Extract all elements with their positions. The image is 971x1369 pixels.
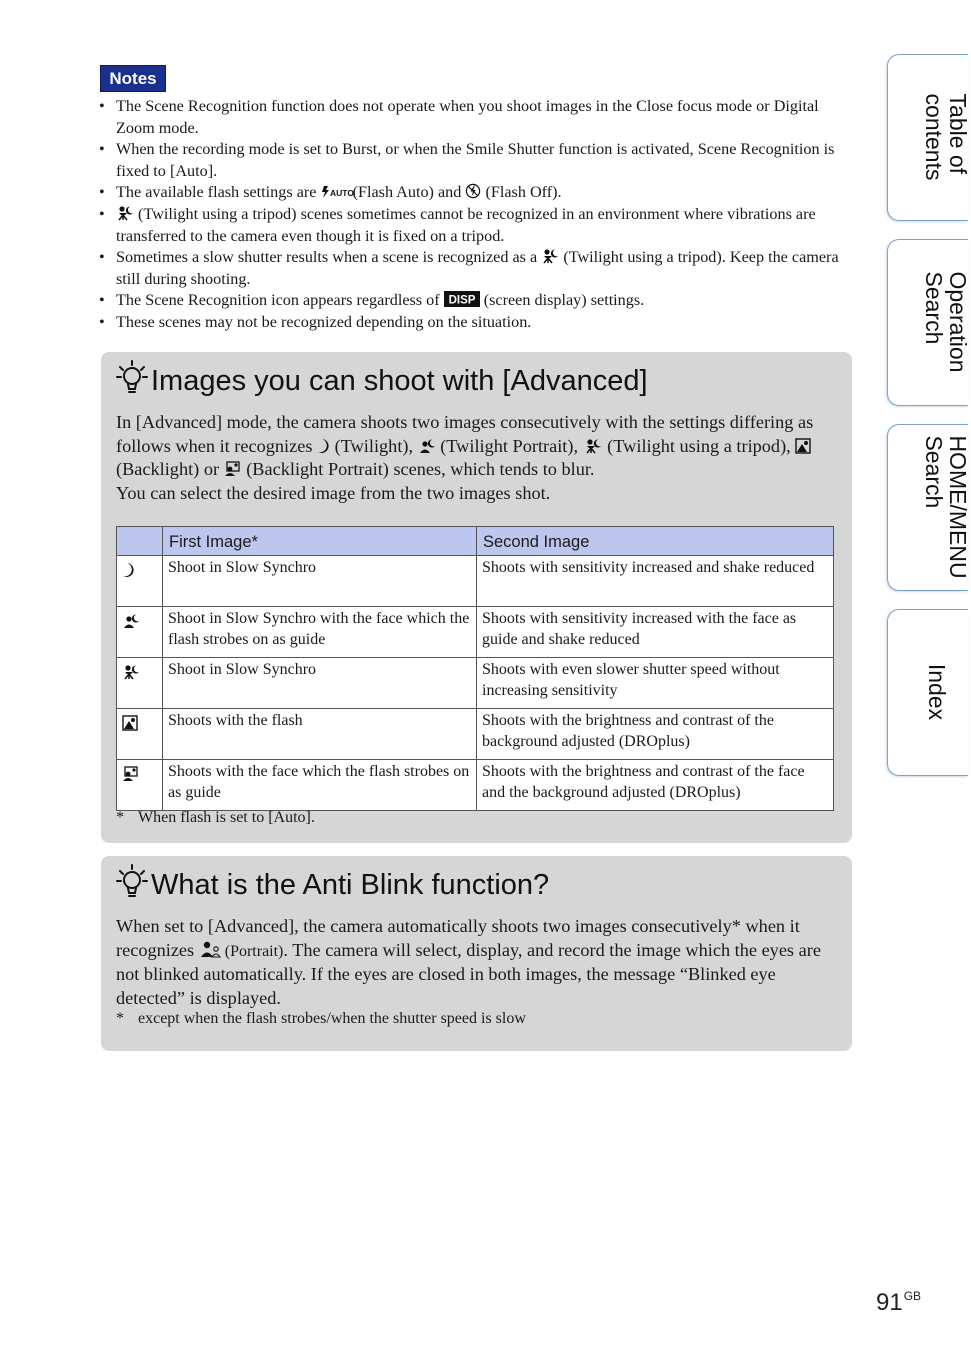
anti-blink-panel <box>101 856 852 1051</box>
table-row <box>117 760 834 811</box>
table-header-icon <box>117 527 163 556</box>
table-cell: Shoot in Slow Synchro <box>163 556 477 607</box>
section-title: What is the Anti Blink function? <box>115 862 549 902</box>
anti-blink-description: When set to [Advanced], the camera automatically shoots two images consecutively* when it recognizes (Portrait). The camera will select, display, and record the image which the eyes are not blinked automatically. If the eyes are closed in both images, the message “Blinked eye detected” is displayed. <box>116 916 821 1008</box>
table-row <box>117 607 834 658</box>
twilight-portrait-icon <box>122 613 140 629</box>
table-cell: Shoots with sensitivity increased with the face as guide and shake reduced <box>477 607 834 658</box>
backlight-portrait-icon <box>224 461 242 477</box>
table-cell: Shoots with the brightness and contrast of the background adjusted (DROplus) <box>477 709 834 760</box>
twilight-icon <box>317 438 330 454</box>
table-cell: Shoots with the flash <box>163 709 477 760</box>
page-number: $91^{GB}$ <box>876 1289 922 1316</box>
disp-icon <box>444 291 480 307</box>
tab-operation-search[interactable]: Operation Search <box>887 239 968 406</box>
twilight-tripod-icon <box>541 248 559 264</box>
svg-text:DISP: DISP <box>448 294 476 307</box>
table-row <box>117 709 834 760</box>
twilight-tripod-icon <box>116 205 134 221</box>
table-cell: Shoots with even slower shutter speed without increasing sensitivity <box>477 658 834 709</box>
list-item: • The available flash settings are AUTO (Flash Auto) and (Flash Off). <box>99 183 562 202</box>
table-cell: Shoot in Slow Synchro <box>163 658 477 709</box>
twilight-tripod-icon <box>122 664 140 680</box>
table-row <box>117 658 834 709</box>
table-header-second: Second Image <box>477 527 834 556</box>
backlight-icon <box>795 438 811 454</box>
list-item: • These scenes may not be recognized depending on the situation. <box>99 312 532 331</box>
list-item: • The Scene Recognition function does not operate when you shoot images in the Close focus mode or Digital Zoom mode. <box>99 97 819 137</box>
anti-blink-footnote: * except when the flash strobes/when the shutter speed is slow <box>116 1010 526 1027</box>
advanced-panel <box>101 352 852 843</box>
table-footnote: * When flash is set to [Auto]. <box>116 809 315 826</box>
table-cell: Shoots with the face which the flash strobes on as guide <box>163 760 477 811</box>
list-item: • Sometimes a slow shutter results when a scene is recognized as a (Twilight using a tripod). Keep the camera still during shooting. <box>99 248 839 288</box>
advanced-description: In [Advanced] mode, the camera shoots two images consecutively with the settings differing as follows when it recognizes (Twilight), (Twilight Portrait), (Twilight using a tripod), (Backlight) or (Backlight Portrait) scenes, which tends to blur. You can select the desired image from the two images shot. <box>116 412 814 503</box>
table-cell: Shoots with sensitivity increased and shake reduced <box>477 556 834 607</box>
table-cell: Shoot in Slow Synchro with the face which the flash strobes on as guide <box>163 607 477 658</box>
svg-text:AUTO: AUTO <box>329 188 354 199</box>
table-header-first: First Image* <box>163 527 477 556</box>
hint-lightbulb-icon <box>115 862 149 900</box>
list-item: • The Scene Recognition icon appears regardless of DISP (screen display) settings. <box>99 291 645 310</box>
section-title: Images you can shoot with [Advanced] <box>115 358 648 398</box>
tab-table-of-contents[interactable]: Table of contents <box>887 54 968 221</box>
notes-list <box>98 96 854 334</box>
table-cell: Shoots with the brightness and contrast of the face and the background adjusted (DROplus) <box>477 760 834 811</box>
comparison-table <box>116 526 834 811</box>
hint-lightbulb-icon <box>115 358 149 396</box>
backlight-portrait-icon <box>122 766 140 782</box>
flash-auto-icon <box>321 185 354 199</box>
list-item: • (Twilight using a tripod) scenes sometimes cannot be recognized in an environment where vibrations are transferred to the camera even though it is fixed on a tripod. <box>99 204 816 245</box>
flash-off-icon <box>465 183 481 199</box>
twilight-icon <box>122 562 135 578</box>
tab-index[interactable]: Index <box>887 609 968 776</box>
portrait-icon <box>199 940 221 958</box>
twilight-portrait-icon <box>418 438 436 454</box>
notes-badge: Notes <box>100 65 166 92</box>
backlight-icon <box>122 715 138 731</box>
tab-home-menu-search[interactable]: HOME/MENU Search <box>887 424 968 591</box>
table-row <box>117 556 834 607</box>
list-item: • When the recording mode is set to Burst, or when the Smile Shutter function is activated, Scene Recognition is fixed to [Auto]. <box>99 140 835 180</box>
twilight-tripod-icon <box>583 438 603 454</box>
